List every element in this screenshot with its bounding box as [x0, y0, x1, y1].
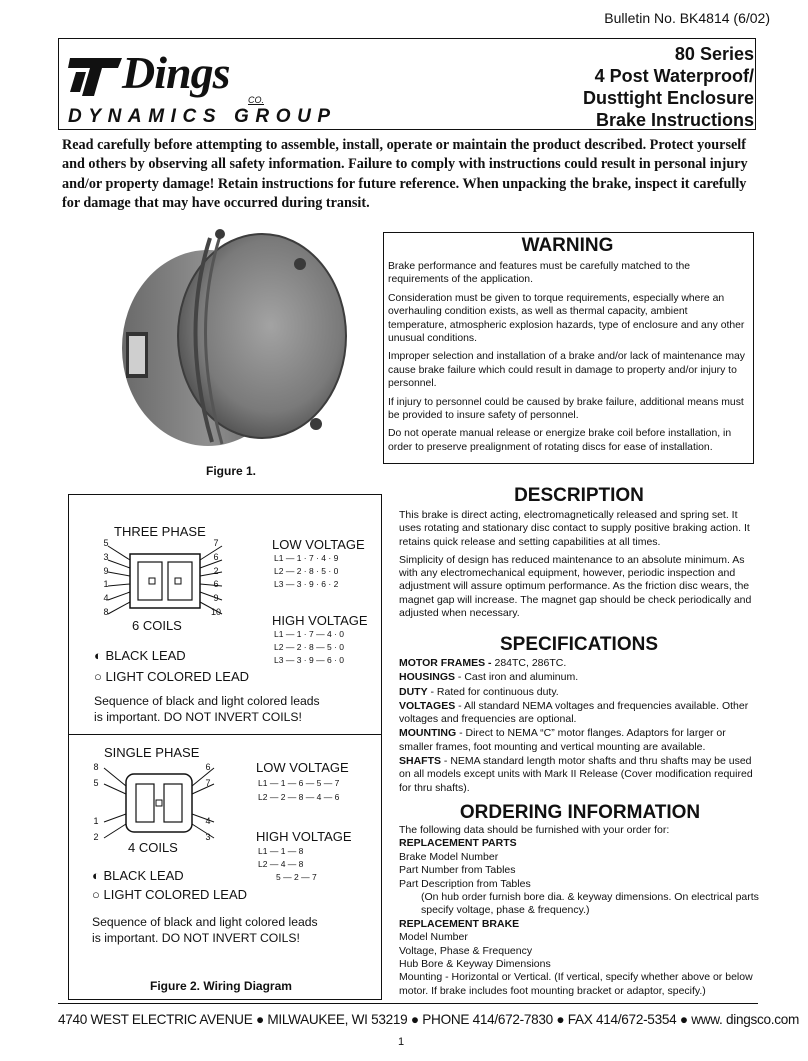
- lead-number: 8: [103, 607, 109, 617]
- three-phase-left-leads: [96, 538, 116, 621]
- lead-number: 6: [205, 762, 211, 772]
- three-phase-low-voltage-title: LOW VOLTAGE: [272, 537, 365, 552]
- specifications-section: [399, 634, 759, 795]
- lead-number: 5: [103, 538, 109, 548]
- ordering-intro: The following data should be furnished with your order for:: [399, 824, 670, 836]
- lead-number: 6: [213, 579, 219, 589]
- single-phase-low-voltage-table: [258, 776, 339, 804]
- figure-2-caption: Figure 2. Wiring Diagram: [150, 979, 292, 993]
- lead-number: 9: [103, 566, 109, 576]
- three-phase-legend-black: ◐ BLACK LEAD: [94, 648, 186, 663]
- lead-number: 1: [103, 579, 109, 589]
- lead-number: 7: [213, 538, 219, 548]
- lead-number: 4: [103, 593, 109, 603]
- description-title: DESCRIPTION: [514, 485, 644, 506]
- spec-label: MOUNTING: [399, 727, 457, 740]
- connection-row: L1 — 1 — 8: [258, 846, 304, 856]
- single-phase-high-voltage-table: [258, 845, 317, 884]
- title-line-1: 80 Series: [674, 44, 754, 64]
- wiring-divider: [68, 734, 382, 735]
- specifications-title: SPECIFICATIONS: [500, 634, 658, 655]
- footer-contact: 4740 WEST ELECTRIC AVENUE ● MILWAUKEE, WI 53219 ● PHONE 414/672-7830 ● FAX 414/672-5354 ● www. dingsco.com: [58, 1012, 799, 1027]
- spec-item: [399, 686, 759, 699]
- title-line-4: Brake Instructions: [595, 110, 754, 130]
- list-item: Part Number from Tables: [399, 864, 516, 877]
- warning-paragraph: If injury to personnel could be caused by brake failure, additional means must be provided to insure safety of personnel.: [388, 396, 744, 422]
- connection-row: L1 — 1 · 7 — 4 · 0: [274, 629, 344, 639]
- lead-number: 2: [93, 832, 99, 842]
- single-phase-high-voltage-title: HIGH VOLTAGE: [256, 829, 352, 844]
- figure-1-caption: Figure 1.: [206, 464, 257, 478]
- list-item: Brake Model Number: [399, 850, 499, 863]
- logo-group: DYNAMICS GROUP: [68, 106, 337, 127]
- connection-row: L1 — 1 · 7 · 4 · 9: [274, 553, 339, 563]
- spec-label: DUTY: [399, 685, 428, 698]
- list-item: Mounting - Horizontal or Vertical. (If vertical, specify whether above or below motor. If brake includes foot mounting bracket or adaptor, specify.): [399, 971, 753, 997]
- spec-text: - Cast iron and aluminum.: [455, 671, 579, 684]
- description-paragraph: Simplicity of design has reduced maintenance to an absolute minimum. As with any electromechanical equipment, however, periodic inspection and adjustment will assure optimum performance. As the friction disc wears, the magnet gap will increase. The magnet gap should be check periodically and adjusted when necessary.: [399, 553, 752, 620]
- black-lead-icon: ◐: [94, 648, 102, 663]
- spec-item: [399, 700, 759, 727]
- three-phase-high-voltage-table: [274, 628, 344, 667]
- spec-text: - All standard NEMA voltages and frequencies available. Other voltages and frequencies are optional.: [399, 699, 749, 726]
- warning-box: [383, 232, 754, 464]
- single-phase-title: SINGLE PHASE: [104, 745, 200, 760]
- logo-co: CO.: [248, 95, 265, 105]
- lead-number: 7: [205, 778, 211, 788]
- list-item: Hub Bore & Keyway Dimensions: [399, 958, 551, 971]
- lead-number: 6: [213, 552, 219, 562]
- ordering-title: ORDERING INFORMATION: [459, 802, 701, 823]
- lead-number: 5: [93, 778, 99, 788]
- three-phase-low-voltage-table: [274, 552, 338, 591]
- warning-paragraph: Brake performance and features must be carefully matched to the requirements of the application.: [388, 261, 691, 286]
- description-section: [399, 485, 759, 625]
- single-phase-left-leads: [88, 762, 104, 848]
- three-phase-high-voltage-title: HIGH VOLTAGE: [272, 613, 368, 628]
- spec-item: [399, 727, 759, 754]
- title-line-2: 4 Post Waterproof/: [594, 66, 754, 86]
- lead-number: 3: [205, 832, 211, 842]
- lead-number: 10: [210, 607, 221, 617]
- spec-item: [399, 755, 759, 795]
- three-phase-title: THREE PHASE: [114, 524, 206, 539]
- light-lead-icon: ○: [94, 669, 102, 684]
- lead-number: 4: [205, 816, 211, 826]
- single-phase-legend-light: ○ LIGHT COLORED LEAD: [92, 887, 248, 902]
- spec-item: [399, 671, 759, 684]
- dings-logo-icon: [64, 50, 128, 100]
- spec-text: - NEMA standard length motor shafts and thru shafts may be used on all models except units with Mark II Release (Cover modification required for thru shafts).: [399, 755, 753, 794]
- black-lead-icon: ◐: [92, 868, 100, 883]
- spec-item: [399, 657, 759, 670]
- spec-text: - Rated for continuous duty.: [427, 685, 559, 698]
- warning-paragraph: Do not operate manual release or energize brake coil before installation, in order to preserve prealignment of rotating discs for ease of installation.: [388, 428, 732, 453]
- logo-name: Dings: [122, 47, 230, 98]
- warning-paragraph: Improper selection and installation of a brake and/or lack of maintenance may cause brake failure which could result in damage to property and/or injury to personnel.: [388, 351, 745, 390]
- ordering-section: [399, 802, 761, 998]
- lead-number: 2: [213, 566, 219, 576]
- warning-paragraph: Consideration must be given to torque requirements, especially where an overhauling condition exists, as well as thermal capacity, ambient temperature, atmospheric explosion hazards, type of enclosure and any other unusual conditions.: [388, 292, 745, 345]
- connection-row: L3 — 3 · 9 — 6 · 0: [274, 655, 344, 665]
- connection-row: L2 — 4 — 8: [258, 859, 304, 869]
- spec-label: MOTOR FRAMES -: [399, 657, 492, 669]
- single-phase-low-voltage-title: LOW VOLTAGE: [256, 760, 349, 775]
- connection-row: L1 — 1 — 6 — 5 — 7: [258, 778, 340, 788]
- spec-text: - Direct to NEMA “C” motor flanges. Adaptors for larger or smaller frames, foot mounting and vertical mounting are available.: [399, 727, 726, 753]
- description-paragraph: This brake is direct acting, electromagnetically released and spring set. It uses rotating and stationary disc contact to supply positive braking action. It retains quick release and setting capabilities at all times.: [399, 509, 750, 548]
- footer-divider: [58, 1003, 758, 1004]
- list-item: Model Number: [399, 931, 468, 944]
- title-line-3: Dusttight Enclosure: [582, 88, 754, 108]
- spec-label: VOLTAGES: [399, 699, 456, 712]
- lead-number: 8: [93, 762, 99, 772]
- list-item: Part Description from Tables: [399, 877, 531, 890]
- spec-label: HOUSINGS: [399, 671, 456, 684]
- lead-number: 3: [103, 552, 109, 562]
- connection-row: L2 — 2 · 8 · 5 · 0: [274, 566, 339, 576]
- lead-number: 9: [213, 593, 219, 603]
- replacement-parts-heading: REPLACEMENT PARTS: [399, 837, 517, 850]
- bulletin-number: Bulletin No. BK4814 (6/02): [604, 10, 770, 26]
- connection-row: L2 — 2 · 8 — 5 · 0: [274, 642, 344, 652]
- single-phase-coils: 4 COILS: [128, 840, 178, 855]
- three-phase-right-leads: [206, 538, 226, 621]
- single-phase-right-leads: [200, 762, 216, 848]
- three-phase-coils: 6 COILS: [132, 618, 182, 633]
- connection-row: L2 — 2 — 8 — 4 — 6: [258, 792, 340, 802]
- page-number: 1: [398, 1036, 405, 1048]
- three-phase-legend-light: ○ LIGHT COLORED LEAD: [94, 669, 250, 684]
- intro-paragraph: Read carefully before attempting to assemble, install, operate or maintain the product described. Protect yourself and others by observing all safety information. Failure to comply with instructions could result in personal injury and/or property damage! Retain instructions for future reference. When unpacking the brake, inspect it carefully for damage that may have occurred during transit.: [62, 137, 748, 212]
- brake-photo: [120, 222, 352, 454]
- lead-number: 1: [93, 816, 99, 826]
- single-phase-legend-black: ◐ BLACK LEAD: [92, 868, 184, 883]
- warning-title: WARNING: [521, 235, 614, 256]
- list-item: Voltage, Phase & Frequency: [399, 944, 533, 957]
- three-phase-note: Sequence of black and light colored leads is important. DO NOT INVERT COILS!: [94, 694, 320, 724]
- connection-row: L3 — 3 · 9 · 6 · 2: [274, 579, 339, 589]
- replacement-brake-heading: REPLACEMENT BRAKE: [399, 917, 520, 930]
- replacement-parts-note: (On hub order furnish bore dia. & keyway dimensions. On electrical parts specify voltage, phase & frequency.): [421, 891, 759, 917]
- single-phase-note: Sequence of black and light colored leads is important. DO NOT INVERT COILS!: [92, 915, 318, 945]
- connection-row: 5 — 2 — 7: [276, 872, 317, 882]
- light-lead-icon: ○: [92, 887, 100, 902]
- spec-label: SHAFTS: [399, 755, 441, 768]
- spec-text: 284TC, 286TC.: [491, 657, 567, 669]
